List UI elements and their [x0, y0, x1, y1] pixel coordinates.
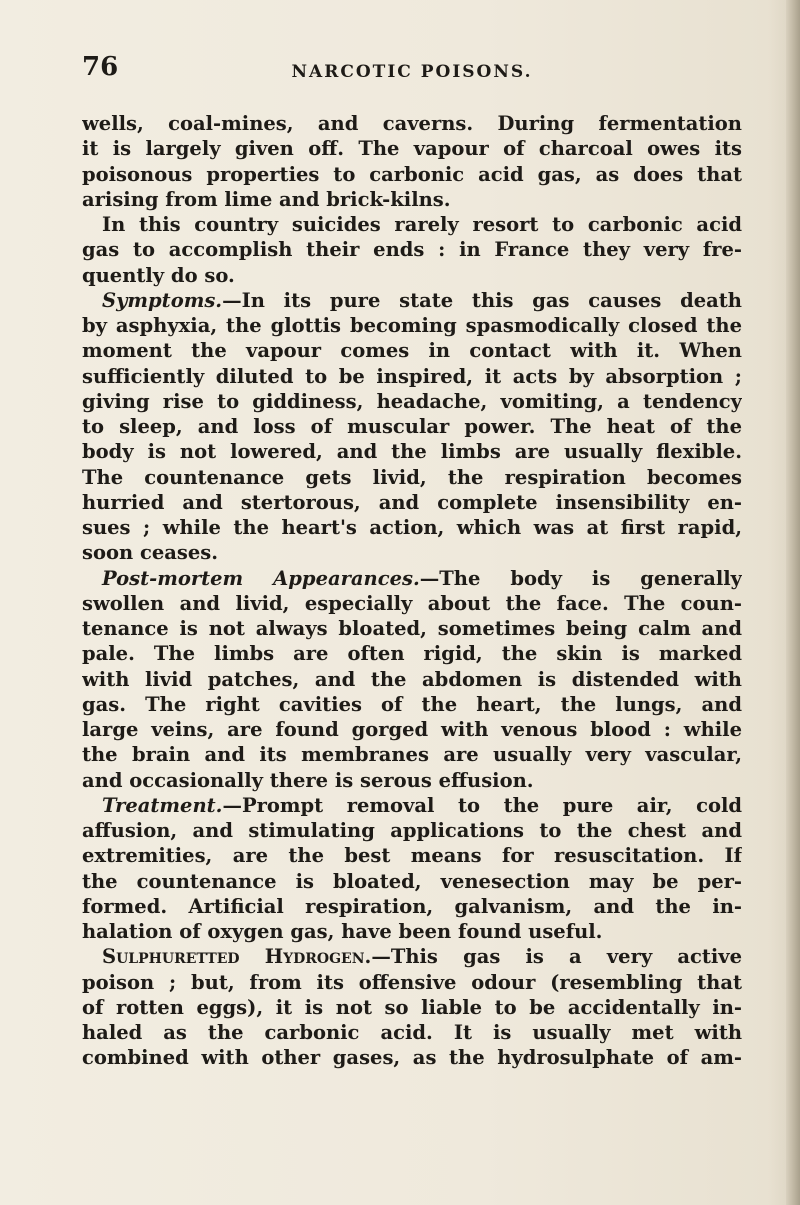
- text-run: gas. The right cavities of the heart, the lungs, and: [82, 692, 742, 716]
- text-run: —This gas is a very active: [371, 945, 742, 969]
- text-line: [82, 364, 742, 389]
- text-run: —In its pure state this gas causes death: [222, 288, 742, 312]
- text-run: haled as the carbonic acid. It is usually met with: [82, 1021, 742, 1044]
- text-run: body is not lowered, and the limbs are usually flexible.: [82, 440, 742, 464]
- text-line: [82, 793, 742, 818]
- text-run: —The body is generally: [419, 566, 742, 590]
- running-head: NARCOTIC POISONS.: [291, 62, 533, 82]
- text-run: hurried and stertorous, and complete insensibility en-: [82, 490, 742, 514]
- text-run: poison ; but, from its offensive odour (resembling that: [82, 970, 742, 994]
- text-line: [82, 641, 742, 666]
- text-line: [82, 717, 742, 742]
- text-line: [82, 465, 742, 490]
- section-heading: Treatment.: [102, 793, 223, 817]
- text-run: to sleep, and loss of muscular power. The heat of the: [82, 415, 742, 438]
- text-line: [82, 742, 742, 767]
- text-line: [82, 894, 742, 919]
- text-line: [82, 212, 742, 237]
- text-line: [82, 566, 742, 591]
- section-heading: Symptoms.: [102, 288, 223, 312]
- page-number: 76: [82, 52, 119, 82]
- text-run: the countenance is bloated, venesection may be per-: [82, 869, 742, 893]
- text-line: [82, 162, 742, 187]
- text-run: of rotten eggs), it is not so liable to be accidentally in-: [82, 995, 742, 1019]
- text-line: [82, 288, 742, 313]
- text-run: In this country suicides rarely resort to carbonic acid: [102, 213, 742, 236]
- text-run: with livid patches, and the abdomen is distended with: [82, 667, 742, 691]
- text-run: combined with other gases, as the hydrosulphate of am-: [82, 1046, 742, 1070]
- text-line: [82, 263, 742, 288]
- text-line: [82, 111, 742, 136]
- text-line: [82, 439, 742, 464]
- text-line: [82, 667, 742, 692]
- text-line: [82, 237, 742, 262]
- text-run: swollen and livid, especially about the face. The coun-: [82, 591, 742, 615]
- text-run: and occasionally there is serous effusion.: [82, 768, 534, 792]
- text-line: [82, 540, 742, 565]
- text-line: [82, 187, 742, 212]
- text-line: [82, 414, 742, 439]
- page-edge: [786, 0, 800, 1205]
- text-run: The countenance gets livid, the respiration becomes: [82, 465, 742, 489]
- page-header: [82, 52, 742, 92]
- text-run: tenance is not always bloated, sometimes being calm and: [82, 617, 742, 640]
- text-line: [82, 591, 742, 616]
- text-line: [82, 515, 742, 540]
- text-run: extremities, are the best means for resuscitation. If: [82, 844, 742, 868]
- text-run: quently do so.: [82, 263, 235, 287]
- text-line: [82, 818, 742, 843]
- text-line: [82, 970, 742, 995]
- text-line: [82, 768, 742, 793]
- text-run: pale. The limbs are often rigid, the skin is marked: [82, 642, 742, 666]
- text-run: halation of oxygen gas, have been found useful.: [82, 920, 603, 943]
- section-heading: Post-mortem Appearances.: [102, 566, 420, 590]
- text-run: it is largely given off. The vapour of charcoal owes its: [82, 137, 742, 161]
- text-run: formed. Artificial respiration, galvanism, and the in-: [82, 894, 742, 918]
- section-heading: Sulphuretted Hydrogen.: [102, 945, 372, 969]
- text-line: [82, 869, 742, 894]
- text-line: [82, 995, 742, 1020]
- body-text: [82, 111, 742, 1071]
- text-run: —Prompt removal to the pure air, cold: [222, 793, 742, 817]
- text-line: [82, 1045, 742, 1070]
- text-run: moment the vapour comes in contact with it. When: [82, 339, 742, 363]
- text-line: [82, 1020, 742, 1045]
- text-run: affusion, and stimulating applications to the chest and: [82, 819, 742, 842]
- text-run: wells, coal-mines, and caverns. During fermentation: [82, 112, 742, 135]
- text-line: [82, 490, 742, 515]
- text-line: [82, 616, 742, 641]
- text-run: arising from lime and brick-kilns.: [82, 187, 451, 211]
- text-line: [82, 389, 742, 414]
- text-run: poisonous properties to carbonic acid gas, as does that: [82, 162, 742, 186]
- text-run: gas to accomplish their ends : in France they very fre-: [82, 238, 742, 262]
- text-line: [82, 313, 742, 338]
- text-run: by asphyxia, the glottis becoming spasmodically closed the: [82, 314, 742, 337]
- text-run: sues ; while the heart's action, which was at first rapid,: [82, 516, 742, 539]
- text-run: sufficiently diluted to be inspired, it acts by absorption ;: [82, 364, 742, 388]
- text-line: [82, 919, 742, 944]
- text-run: soon ceases.: [82, 541, 219, 565]
- text-run: giving rise to giddiness, headache, vomiting, a tendency: [82, 389, 742, 413]
- text-line: [82, 692, 742, 717]
- text-line: [82, 338, 742, 363]
- text-line: [82, 843, 742, 868]
- text-line: [82, 136, 742, 161]
- text-run: the brain and its membranes are usually very vascular,: [82, 743, 742, 767]
- text-line: [82, 944, 742, 969]
- text-run: large veins, are found gorged with venous blood : while: [82, 718, 742, 741]
